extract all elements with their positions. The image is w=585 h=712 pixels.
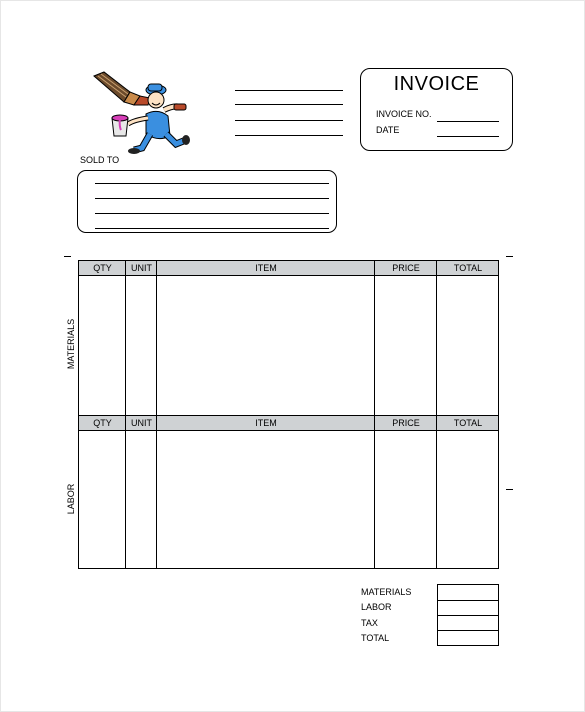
materials-col-qty: QTY — [93, 263, 112, 273]
sold-to-line-1[interactable] — [95, 183, 329, 184]
materials-col-unit: UNIT — [131, 263, 152, 273]
date-label: DATE — [376, 125, 400, 135]
invoice-info-box — [360, 68, 513, 151]
painter-with-brush-icon — [90, 70, 190, 158]
sold-to-line-2[interactable] — [95, 198, 329, 199]
labor-col-price: PRICE — [392, 418, 420, 428]
date-field[interactable] — [437, 136, 499, 137]
materials-col-item: ITEM — [255, 263, 277, 273]
labor-col-total: TOTAL — [453, 418, 483, 428]
sold-to-label: SOLD TO — [80, 155, 120, 165]
margin-mark-right-top — [506, 256, 513, 257]
labor-col-unit: UNIT — [131, 418, 152, 428]
company-line-4[interactable] — [235, 135, 343, 136]
totals-total-field[interactable] — [438, 630, 498, 645]
totals-total-label: TOTAL — [361, 633, 390, 643]
totals-box — [437, 584, 499, 646]
labor-col-item: ITEM — [255, 418, 277, 428]
totals-materials-label: MATERIALS — [361, 587, 412, 597]
sold-to-box — [77, 170, 337, 233]
company-line-3[interactable] — [235, 120, 343, 121]
materials-side-label: MATERIALS — [66, 318, 76, 370]
labor-entry-area[interactable] — [79, 431, 498, 568]
totals-labor-field[interactable] — [438, 600, 498, 615]
items-table — [78, 260, 499, 569]
totals-tax-field[interactable] — [438, 615, 498, 630]
labor-side-label: LABOR — [66, 483, 76, 515]
materials-col-total: TOTAL — [453, 263, 483, 273]
invoice-no-field[interactable] — [437, 121, 499, 122]
totals-tax-label: TAX — [361, 618, 378, 628]
materials-col-price: PRICE — [392, 263, 420, 273]
sold-to-line-4[interactable] — [95, 228, 329, 229]
company-line-1[interactable] — [235, 90, 343, 91]
company-line-2[interactable] — [235, 104, 343, 105]
labor-col-qty: QTY — [93, 418, 112, 428]
materials-entry-area[interactable] — [79, 276, 498, 415]
invoice-title: INVOICE — [393, 73, 480, 95]
invoice-no-label: INVOICE NO. — [376, 109, 432, 119]
totals-labor-label: LABOR — [361, 602, 392, 612]
totals-materials-field[interactable] — [438, 585, 498, 600]
margin-mark-left-top — [64, 256, 71, 257]
margin-mark-right-bottom — [506, 489, 513, 490]
sold-to-line-3[interactable] — [95, 213, 329, 214]
